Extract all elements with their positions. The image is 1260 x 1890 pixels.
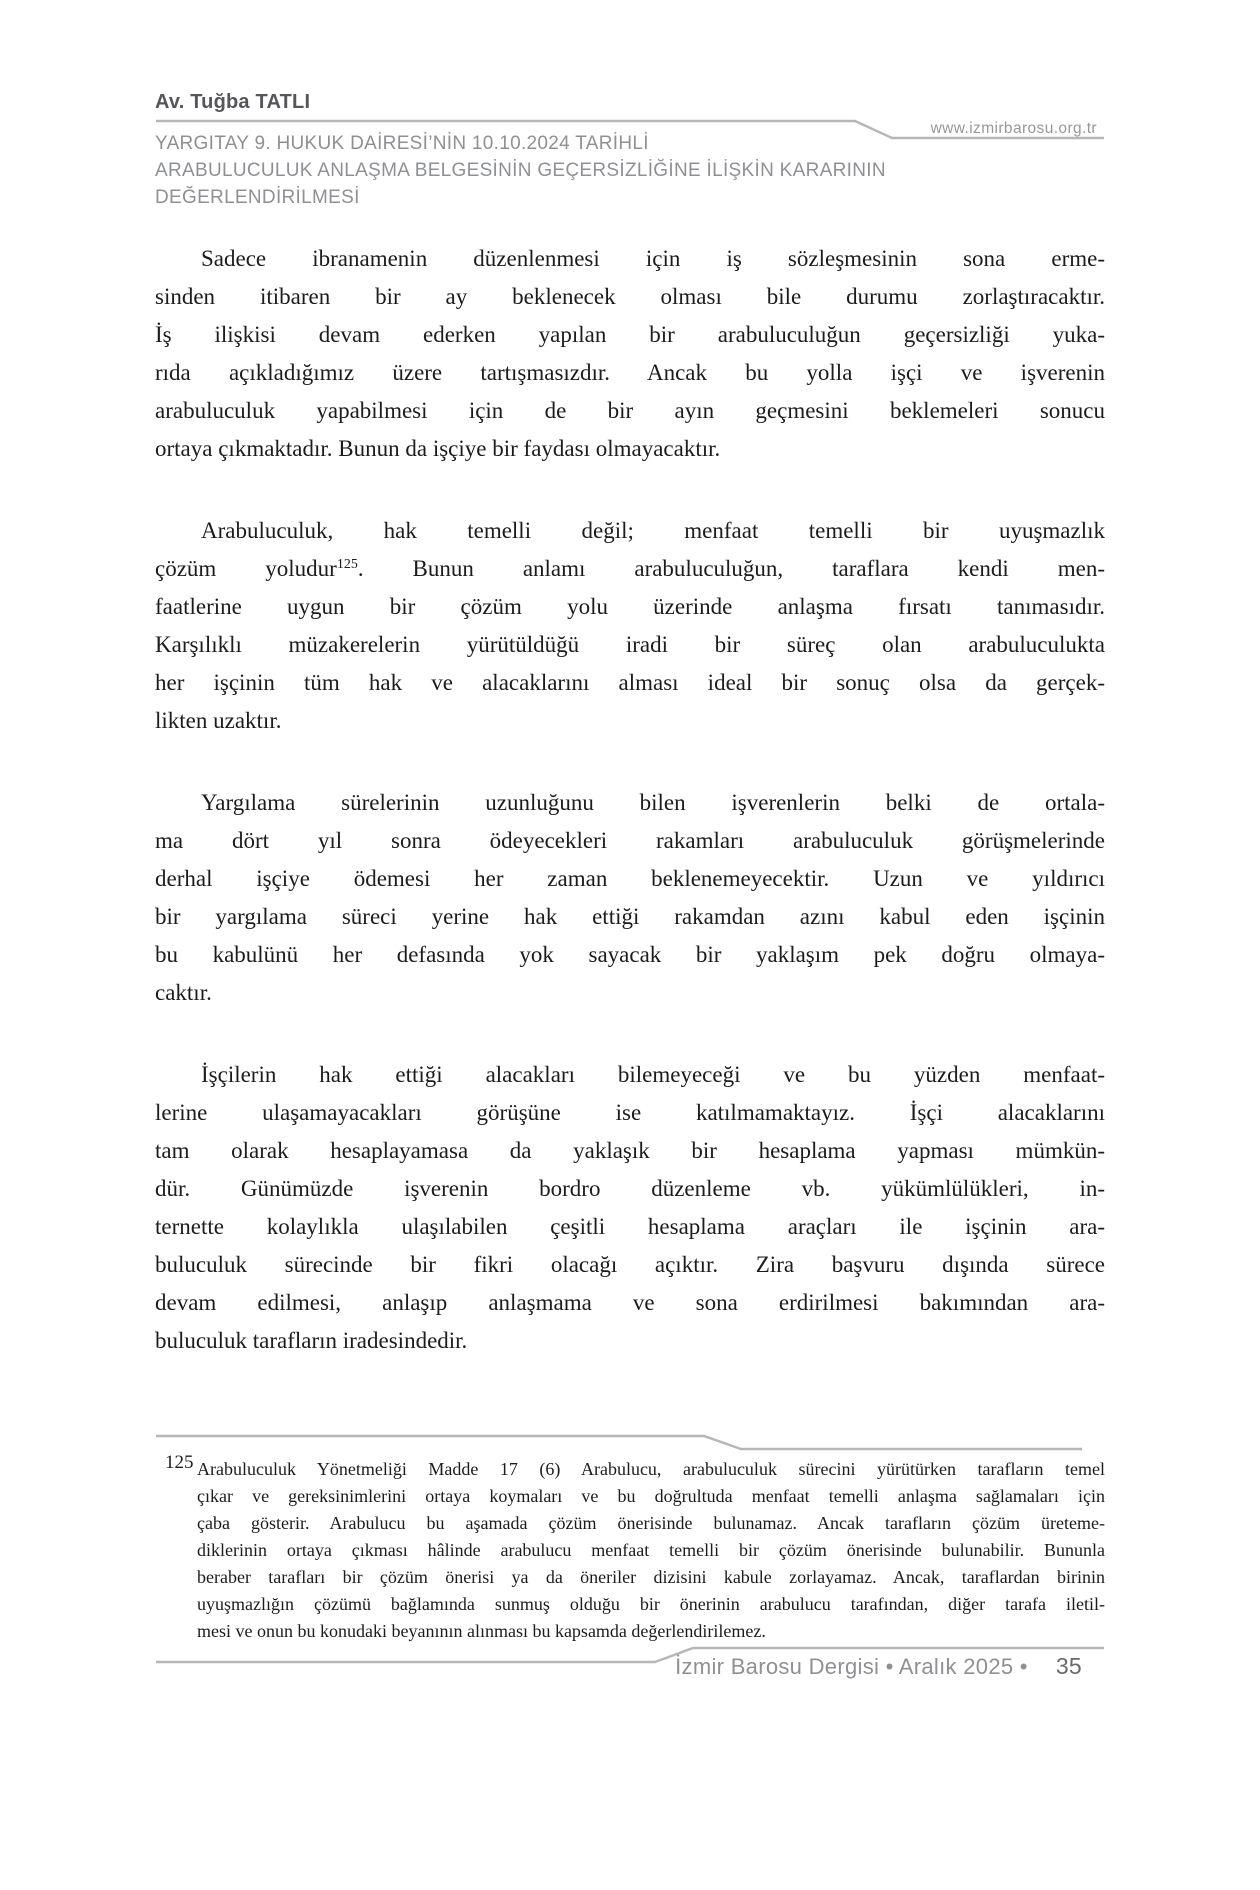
author-name: Av. Tuğba TATLI	[155, 91, 311, 113]
footnote-number: 125	[165, 1452, 194, 1473]
page-number: 35	[1055, 1653, 1082, 1679]
body-line: ma dört yıl sonra ödeyecekleri rakamları arabuluculuk görüşmelerinde	[155, 828, 1105, 853]
footnote	[155, 1452, 1105, 1645]
article-title-line: ARABULUCULUK ANLAŞMA BELGESİNİN GEÇERSİZLİĞİNE İLİŞKİN KARARININ	[155, 160, 886, 181]
body-line: derhal işçiye ödemesi her zaman beklenemeyecektir. Uzun ve yıldırıcı	[155, 866, 1105, 891]
body-line: ternette kolaylıkla ulaşılabilen çeşitli hesaplama araçları ile işçinin ara-	[155, 1214, 1105, 1239]
body-paragraph	[155, 1056, 1105, 1360]
article-title-line: DEĞERLENDİRİLMESİ	[155, 187, 360, 208]
article-title-line: YARGITAY 9. HUKUK DAİRESİ’NİN 10.10.2024 TARİHLİ	[155, 133, 649, 154]
body-line: bir yargılama süreci yerine hak ettiği rakamdan azını kabul eden işçinin	[155, 904, 1105, 929]
body-line: bu kabulünü her defasında yok sayacak bir yaklaşım pek doğru olmaya-	[155, 942, 1105, 967]
body-line: lerine ulaşamayacakları görüşüne ise katılmamaktayız. İşçi alacaklarını	[155, 1100, 1105, 1125]
footnote-line: uyuşmazlığın çözümü bağlamında sunmuş olduğu bir önerinin arabulucu tarafından, diğer tarafa iletil-	[197, 1594, 1105, 1614]
body-line: caktır.	[155, 980, 212, 1005]
body-line: buluculuk sürecinde bir fikri olacağı açıktır. Zira başvuru dışında sürece	[155, 1252, 1105, 1277]
footnote-text	[197, 1456, 1105, 1645]
footnote-line: çaba gösterir. Arabulucu bu aşamada çözüm önerisinde bulunamaz. Ancak tarafların çözüm üreteme-	[197, 1513, 1105, 1533]
footnote-line: Arabuluculuk Yönetmeliği Madde 17 (6) Arabulucu, arabuluculuk sürecini yürütürken tarafların temel	[197, 1459, 1105, 1479]
body-line: İş ilişkisi devam ederken yapılan bir arabuluculuğun geçersizliği yuka-	[155, 322, 1105, 347]
body-line: arabuluculuk yapabilmesi için de bir ayın geçmesini beklemeleri sonucu	[155, 398, 1105, 423]
footnote-line: mesi ve onun bu konudaki beyanının alınması bu kapsamda değerlendirilemez.	[197, 1621, 766, 1641]
body-paragraph	[155, 240, 1105, 468]
body-line: faatlerine uygun bir çözüm yolu üzerinde anlaşma fırsatı tanımasıdır.	[155, 594, 1105, 619]
article-body	[155, 240, 1105, 1360]
body-line: Yargılama sürelerinin uzunluğunu bilen işverenlerin belki de ortala-	[201, 790, 1105, 815]
body-line: likten uzaktır.	[155, 708, 282, 733]
body-line: buluculuk tarafların iradesindedir.	[155, 1328, 468, 1353]
footnote-divider-rule	[155, 1434, 1105, 1452]
footnote-line: beraber tarafları bir çözüm önerisi ya da öneriler dizisini kabule zorlayamaz. Ancak, taraflardan birinin	[197, 1567, 1105, 1587]
body-line: sinden itibaren bir ay beklenecek olması bile durumu zorlaştıracaktır.	[155, 284, 1105, 309]
body-line: Arabuluculuk, hak temelli değil; menfaat temelli bir uyuşmazlık	[201, 518, 1105, 543]
body-line: rıda açıkladığımız üzere tartışmasızdır. Ancak bu yolla işçi ve işverenin	[155, 360, 1105, 385]
body-line: Sadece ibranamenin düzenlenmesi için iş sözleşmesinin sona erme-	[201, 246, 1105, 271]
article-title	[155, 130, 1105, 211]
body-paragraph	[155, 512, 1105, 740]
body-paragraph	[155, 784, 1105, 1012]
page-footer	[155, 1653, 1082, 1680]
body-line: Karşılıklı müzakerelerin yürütüldüğü iradi bir süreç olan arabuluculukta	[155, 632, 1105, 657]
body-line: tam olarak hesaplayamasa da yaklaşık bir hesaplama yapması mümkün-	[155, 1138, 1105, 1163]
website-url: www.izmirbarosu.org.tr	[930, 120, 1097, 137]
body-line: İşçilerin hak ettiği alacakları bilemeyeceği ve bu yüzden menfaat-	[201, 1062, 1105, 1087]
footnote-reference: 125	[336, 557, 358, 572]
body-line: her işçinin tüm hak ve alacaklarını alması ideal bir sonuç olsa da gerçek-	[155, 670, 1105, 695]
body-line: dür. Günümüzde işverenin bordro düzenleme vb. yükümlülükleri, in-	[155, 1176, 1105, 1201]
journal-name: İzmir Barosu Dergisi • Aralık 2025 •	[675, 1654, 1028, 1679]
body-line: ortaya çıkmaktadır. Bunun da işçiye bir faydası olmayacaktır.	[155, 436, 721, 461]
footnote-line: çıkar ve gereksinimlerini ortaya koymaları ve bu doğrultuda menfaat temelli anlaşma sağlamaları için	[197, 1486, 1105, 1506]
body-line: devam edilmesi, anlaşıp anlaşmama ve sona erdirilmesi bakımından ara-	[155, 1290, 1105, 1315]
footnote-line: diklerinin ortaya çıkması hâlinde arabulucu menfaat temelli bir çözüm önerisinde bulunabilir. Bununla	[197, 1540, 1105, 1560]
body-line: çözüm yoludur$^{125}$. Bunun anlamı arabuluculuğun, taraflara kendi men-	[155, 556, 1105, 581]
